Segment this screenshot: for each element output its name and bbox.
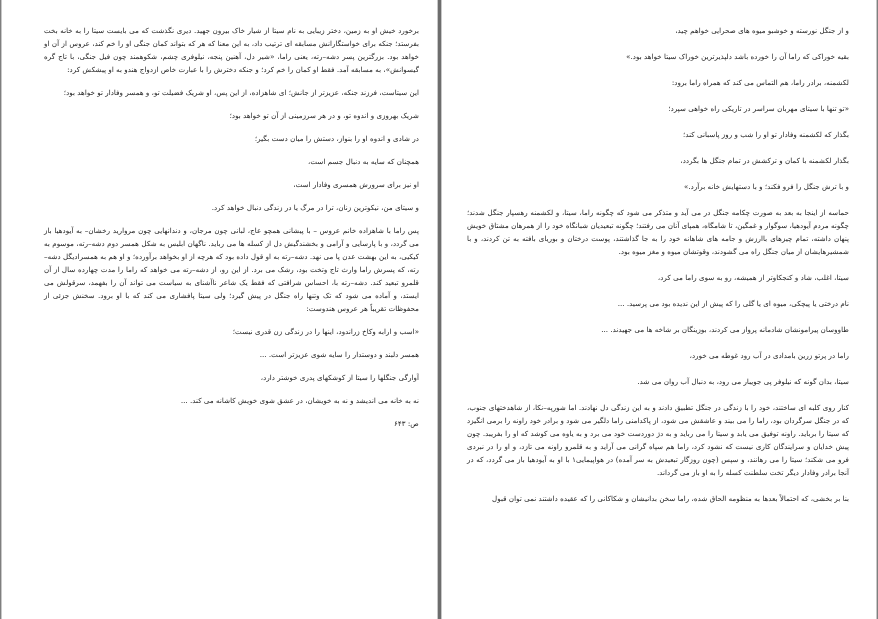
paragraph: پس راما با شاهزاده خانم عروس – با پیشانی همچو عاج، لبانی چون مرجان، و دندانهایی چون مروارید رخشان– به آیودهیا باز می گردد، و با پارسایی و آرامی و بخشندگیش دل از کسله ها می رباید. ناگهان ابلیس به شکل همسر دوم دشه–رته، موسوم به کیکیی، به این بهشت عدن پا می نهد. دشه–رته به او قول داده بود که هرچه از او بخواهد برآورده؛ و او هم به همسرادیگل دشه–رته، که پسرش راما وارث تاج وتخت بود، رشک می برد. از این رو، از دشه–رته می خواهد که راما را مدت چهارده سال از آن قلمرو تبعید کند. دشه–رته با، احساس شرافتی که فقط یک شاعر ناآشنای به سیاست می تواند آن را بفهمد، سرقولش می ایستد، و آماده می شود که تک وتنها راه جنگل در پیش گیرد؛ ولی سیتا پافشاری می کند که با او برود. سخنش جزئی از محفوظات تقریباً هر عروس هندوست:: [44, 226, 419, 313]
verse-line: راما در پرتو زرین بامدادی در آب رود غوطه می خورد،: [689, 351, 849, 360]
paragraph: حماسه از اینجا به بعد به صورت چکامه جنگل در می آید و متذکر می شود که چگونه راما، سیتا، و لکشمنه رهسپار جنگل شدند؛ چگونه مردم آیودهیا، سوگوار و غمگین، تا شامگاه، همپای آنان می رفتند؛ چگونه تبعیدیان شبانگاه خود را از همرهان مشتاق خویش پنهان داشته، تمام چیزهای باارزش و جامه های شاهانه خود را به جا گذاشتند، پوست درختان و بوریای بافته به تن کردند، و با شمشیرهایشان از میان جنگل راه می گشودند، وقوتشان میوه و مغز میوه بود.: [467, 208, 849, 256]
verse-line: نه به خانه می اندیشد و نه به خویشان، در عشق شوی خویش کاشانه می کند. ...: [180, 396, 419, 405]
verse-line: همچنان که سایه به دنبال جسم است،: [308, 157, 419, 166]
verse-line: بگذار لکشمنه با کمان و ترکشش در تمام جنگل ها بگردد،: [680, 156, 849, 165]
verse-line: «تو تنها با سیتای مهربان سراسر در تاریکی راه خواهی سپرد؛: [668, 104, 849, 113]
left-page-text: [44, 24, 419, 430]
verse-line: شریک بهروزی و اندوه تو، و در هر سرزمینی از آن تو خواهد بود؛: [229, 111, 419, 120]
page-number: ص: ۶۴۳: [394, 419, 419, 428]
paragraph: برخورد خیش او به زمین، دختر زیبایی به نام سیتا از شیار خاک بیرون جهید. دیری نگذشت که می بایست سیتا را به خانه بخت بفرستد؛ جنکه برای خواستگارانش مسابقه ای ترتیب داد، به این معنا که هر که بتواند کمان جنگی او را خم کند، عروس از آن او خواهد بود. بزرگترین پسر دشه–رته، یعنی راما، «شیر دل، آهنین پنجه، نیلوفری چشم، شکوهمند چون فیل جنگی، با تاج گره گیسوانش»، به مسابقه آمد. فقط او کمان را خم کرد؛ و جنکه دخترش را با عبارت خاص ازدواج هندو به او پیشکش کرد:: [44, 26, 419, 74]
verse-line: در شادی و اندوه او را بنواز، دستش را میان دست بگیر؛: [254, 134, 419, 143]
left-page: [1, 0, 438, 619]
verse-line: این سیتاست، فرزند جنکه، عزیزتر از جانش؛ ای شاهزاده، از این پس، او شریک فضیلت تو، و همسر وفادار تو خواهد بود؛: [63, 88, 419, 97]
verse-line: او نیز برای سرورش همسری وفادار است،: [293, 180, 419, 189]
verse-line: و سیتای من، نیکوترین زنان، ترا در مرگ یا در زندگی دنبال خواهد کرد.: [211, 203, 419, 212]
verse-line: لکشمنه، برادر راما، هم التماس می کند که همراه راما برود:: [671, 78, 849, 87]
right-page-text: [467, 24, 849, 505]
verse-line: «اسب و ارابه وکاخ زراندود، اینها را در زندگی زن قدری نیست؛: [232, 327, 419, 336]
verse-line: طاووسان پیرامونشان شادمانه پرواز می کردند، بوزینگان بر شاخه ها می جهیدند. ...: [601, 325, 849, 334]
verse-line: سیتا، بدان گونه که نیلوفر پی جویبار می رود، به دنبال آب روان می شد.: [637, 377, 849, 386]
verse-line: و از جنگل نورسته و خوشبو میوه های صحرایی خواهم چید،: [675, 26, 849, 35]
verse-line: سیتا، اغلب، شاد و کنجکاوتر از همیشه، رو به سوی راما می کرد،: [657, 273, 849, 282]
paragraph-continued: بنا بر بخشی، که احتمالاً بعدها به منظومه الحاق شده، راما سخن بدانیشان و شکاکانی را که عقیده داشتند نمی توان قبول: [492, 494, 849, 503]
verse-line: همسر دلبند و دوستدار را سایه شوی عزیزتر است. ...: [259, 350, 419, 359]
verse-line: آوارگی جنگلها را سیتا از کوشکهای پدری خوشتر دارد،: [260, 373, 419, 382]
paragraph: کنار روی کلبه ای ساختند، خود را با زندگی در جنگل تطبیق دادند و به این زندگی دل نهادند. اما شورپه–نکا، از شاهدختهای جنوب، که در جنگل سرگردان بود، راما را می بیند و عاشقش می شود، از پاکدامنی راما دلگیر می شود و برادر خود راونه را برمی انگیزد که سیتا را برباید. راونه توفیق می یابد و سیتا را می رباید و به دژ دوردست خود می برد و به یاوه می کوشد که او را بفریبد. چون پیش خدایان و سرایندگان کاری نیست که نشود کرد، راما هم سپاه گرانی می آراید و به قلمرو راونه می تازد، و او را در نبردی فرو می شکند؛ سیتا را می رهانند، و سپس (چون روزگار تبعیدش به سر آمده) در هواپیمایی۱ با او به آیودهیا باز می گردد، که در آنجا برادر وفادار دیگر تخت سلطنت کسله را به او باز می گرداند.: [467, 403, 849, 477]
verse-line: نام درختی یا پیچکی، میوه ای یا گلی را که پیش از این ندیده بود می پرسید. ...: [617, 299, 849, 308]
right-page: [441, 0, 877, 619]
verse-line: بقیه خوراکی که راما آن را خورده باشد دلپذیرترین خوراک سیتا خواهد بود.»: [626, 52, 849, 61]
verse-line: بگذار که لکشمنه وفادار تو او را شب و روز پاسبانی کند؛: [683, 130, 849, 139]
verse-line: و با ترش جنگل را فرو فکند؛ و با دستهایش خانه برآرد.»: [683, 182, 849, 191]
